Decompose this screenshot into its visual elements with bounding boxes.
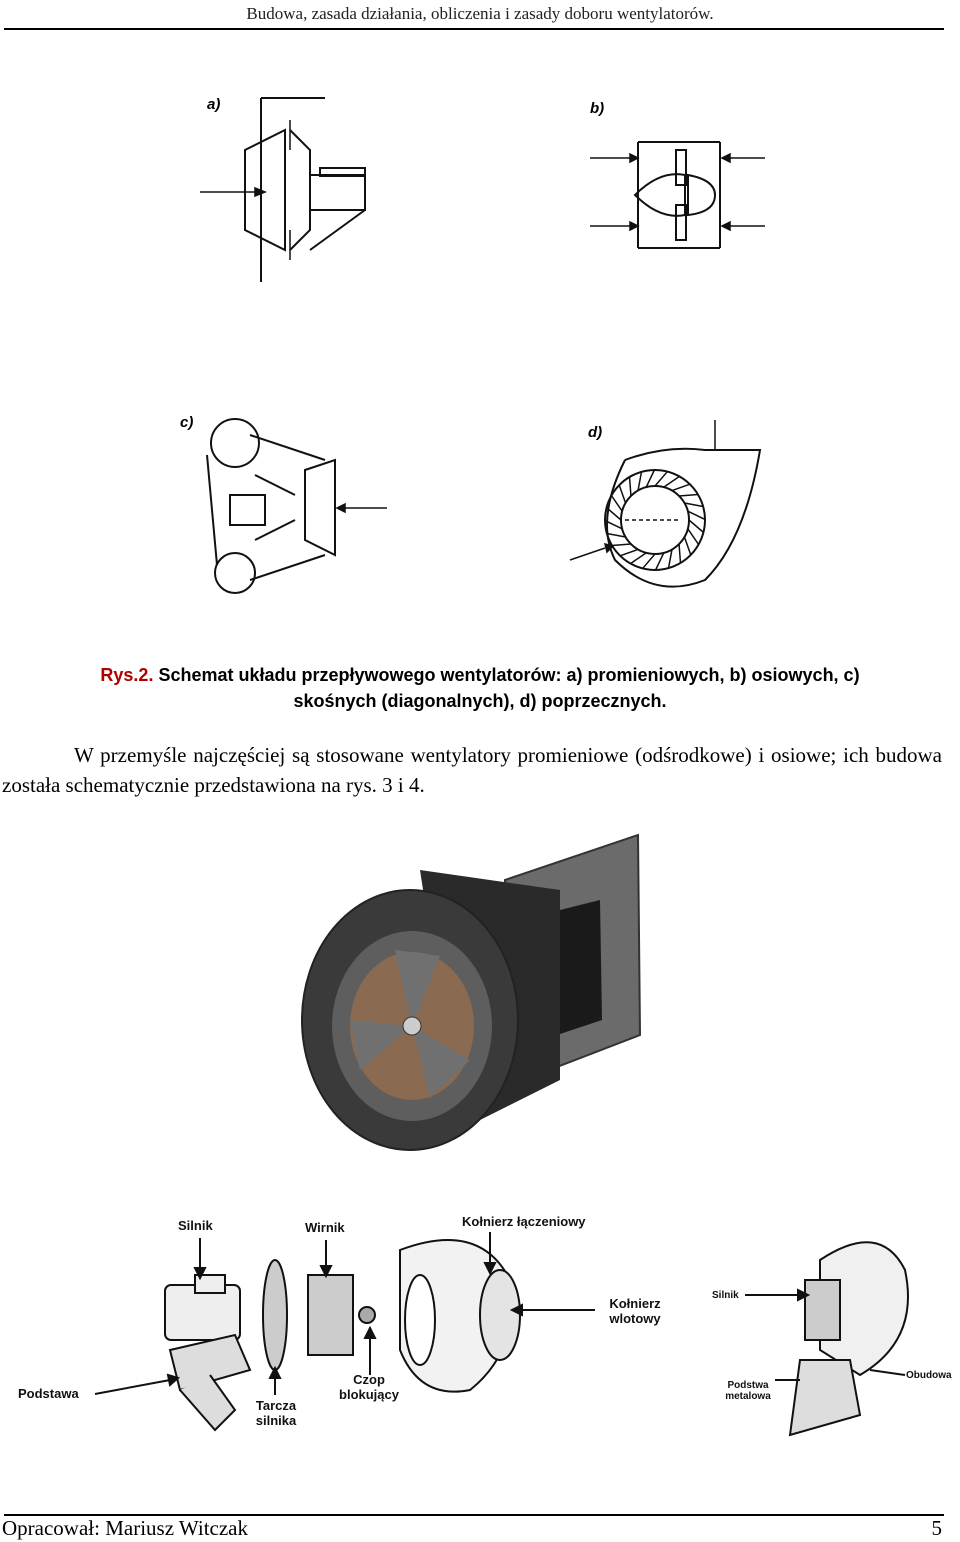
schematic-b-axial <box>590 130 790 260</box>
label-podstawa: Podstawa <box>18 1386 79 1401</box>
impeller-blade <box>656 553 664 570</box>
page-number: 5 <box>931 1516 942 1540</box>
schematic-d-crossflow <box>565 420 765 600</box>
impeller-blade <box>669 549 672 568</box>
impeller-blade <box>638 472 641 491</box>
caption-line2: skośnych (diagonalnych), d) poprzecznych. <box>293 691 667 711</box>
label-czop-blokujacy: Czop blokujący <box>339 1372 399 1402</box>
centrifugal-blower-illustration <box>300 830 645 1160</box>
impeller-blade <box>679 494 698 495</box>
impeller-blade <box>688 511 705 519</box>
label-tarcza-silnika: Tarcza silnika <box>255 1398 297 1428</box>
impeller-blade <box>689 520 703 532</box>
impeller-blade <box>672 484 690 490</box>
label-b: b) <box>590 100 605 117</box>
label-d: d) <box>588 424 603 441</box>
impeller-blade <box>619 485 625 503</box>
label-silnik-right: Silnik <box>712 1290 739 1301</box>
figure-caption <box>0 662 960 714</box>
label-silnik: Silnik <box>178 1218 213 1233</box>
impeller-blade <box>620 549 638 555</box>
impeller-blade <box>684 503 703 506</box>
caption-line1: Schemat układu przepływowego wentylatorów: a) promieniowych, b) osiowych, c) <box>153 665 860 685</box>
body-paragraph <box>2 740 942 800</box>
label-kolnierz-laczeniowy: Kołnierz łączeniowy <box>462 1214 586 1229</box>
label-obudowa: Obudowa <box>906 1370 952 1381</box>
label-podstawa-metalowa: Podstwa metalowa <box>725 1380 771 1402</box>
impeller-blade <box>607 534 626 537</box>
impeller-blade <box>688 529 699 545</box>
impeller-blade <box>664 476 680 487</box>
header-divider <box>4 28 944 30</box>
label-c: c) <box>180 414 194 431</box>
impeller-blade <box>611 496 622 512</box>
impeller-blade <box>679 544 680 563</box>
caption-number: Rys.2. <box>100 665 154 685</box>
label-kolnierz-wlotowy: Kołnierz wlotowy <box>609 1296 661 1326</box>
impeller-blade <box>629 477 630 496</box>
schematic-c-diagonal <box>195 415 395 595</box>
page-header: Budowa, zasada działania, obliczenia i zasady doboru wentylatorów. <box>246 4 714 23</box>
schematic-a-radial <box>195 90 455 290</box>
impeller-blade <box>684 537 690 555</box>
impeller-blade <box>655 472 667 486</box>
paragraph-text: W przemyśle najczęściej są stosowane wentylatory promieniowe (odśrodkowe) i osiowe; ich budowa została schematycznie przedstawiona na rys. 3 i 4. <box>2 743 942 797</box>
impeller-blade <box>612 544 631 545</box>
exploded-view-illustration <box>0 1210 960 1450</box>
footer-author: Opracował: Mariusz Witczak <box>2 1516 249 1540</box>
impeller-blade <box>607 508 621 520</box>
impeller-blade <box>643 554 655 568</box>
label-a: a) <box>207 96 221 113</box>
label-wirnik: Wirnik <box>305 1220 345 1235</box>
impeller-blade <box>631 553 647 564</box>
impeller-blade <box>646 470 654 487</box>
